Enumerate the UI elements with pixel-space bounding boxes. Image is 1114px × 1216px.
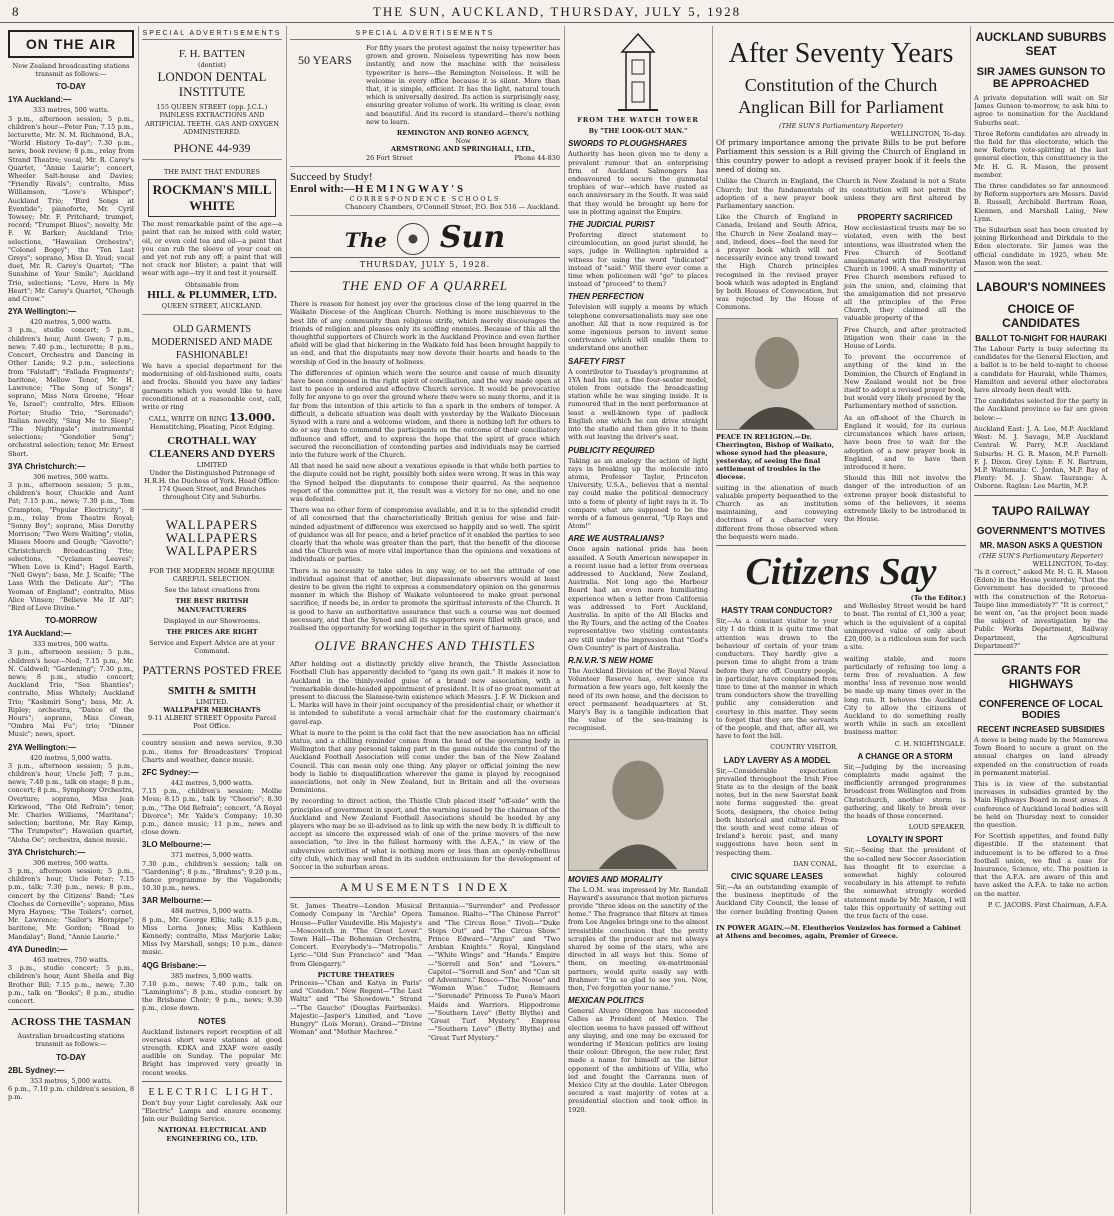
masthead [0,0,1114,23]
venizelos-caption: IN POWER AGAIN.—M. Eleutherios Venizelos has formed a Cabinet at Athens and becomes, again, Premier of Greece. [716,924,962,941]
wallpaper-ad [142,514,282,736]
letter-signature: LOUD SPEAKER. [908,823,966,832]
conference-headline: CONFERENCE OF LOCAL BODIES [979,698,1103,721]
smith-address: 9-11 ALBERT STREET Opposite Parcel Post Office. [147,713,277,731]
subheading: MEXICAN POLITICS [568,996,645,1006]
garments-ad [142,319,282,510]
station-band: 463 metres, 750 watts. [32,955,110,964]
news-paragraph: The candidates selected for the party in the Auckland province so far are given below:— [974,397,1108,422]
watch-tower-byline: By "THE LOOK-OUT MAN." [588,127,688,136]
editorial-column [290,30,560,1210]
garments-call: CALL, WRITE OR RING 13.000. [148,411,276,425]
issue-date: THURSDAY, JULY 5, 1928. [290,257,560,272]
subsidies-headline: RECENT INCREASED SUBSIDIES [977,724,1105,734]
wallpapers-line: WALLPAPERS [165,529,259,545]
masthead-title: THE SUN, AUCKLAND, THURSDAY, JULY 5, 1928 [372,4,742,19]
station-band: 333 metres, 500 watts. [32,640,110,649]
subheading: R.N.V.R.'S NEW HOME [568,655,654,665]
wall-display: Displayed in our Showrooms. [163,616,261,625]
watch-tower-title: FROM THE WATCH TOWER [577,116,699,124]
article-paragraph: As an off-shoot of the Church in England it would, for its curious circumstances which have arisen, have been free to wait for the adoption of a new prayer book in England, and to have then introduced it here. [844,413,966,471]
column-rule [712,26,713,1214]
watch-paragraph: Preferring direct statement to circumlocution, an good jurist should, he says, judge in Wellington upbraided a witness for using the word "indicated" instead of "said." Will there ever come a time when policemen will "go" to places instead of "proceed" to them? [568,231,708,289]
station-band: 420 metres, 5,000 watts. [29,318,113,327]
dateline: WELLINGTON, To-day. [890,130,966,139]
watch-tower-icon [608,32,668,114]
bishop-photo [716,318,838,430]
letters-body [716,602,966,920]
crothall-name: CROTHALL WAY CLEANERS AND DYERS [149,434,275,460]
station-heading: 2BL Sydney:— [8,1065,65,1075]
lead-paragraph: Of primary importance among the private Bills to be put before Parliament this session is a Bill giving the Church of England in this country power to adopt a revised prayer book if it feels the need of doing so. [716,138,966,175]
wall-text: FOR THE MODERN HOME REQUIRE CAREFUL SELECTION. [149,566,275,583]
reporter-credit: (THE SUN'S Parliamentary Reporter) [979,551,1103,560]
letter-signature: COUNTRY VISITOR. [770,743,838,752]
station-programme: 3 p.m., studio concert; 5 p.m., children's hour, Aunt Gwen; 7 p.m., news; 7.40 p.m., lecturette; 8 p.m., Concert, Orchestra and Dancing in Other Lands; 9.2 p.m., selections from "Falstaff"; "Fallada Fragments"; baritone, Mellow Tenor, Mr. H. Lawrence; "The Song of Songs"; soprano, Miss Nora Greene, "Hear Ye, Israel"; contralto, Mrs. Ellison Porter; Studio Trio, "Serenade"; Italian novelty, "Sing Me to Sleep"; "The Nightingale"; instrumental selections; "Gondolier Song"; orchestral selection; tenor, Mr. Ernest Short. [8,326,134,458]
hill-address: QUEEN STREET, AUCKLAND. [161,301,263,310]
smith-merchants: WALLPAPER MERCHANTS [163,705,261,714]
subheading: SWORDS TO PLOUGHSHARES [568,139,687,149]
station-band: 306 metres, 500 watts. [32,472,110,481]
station-heading: 3YA Christchurch:— [8,847,86,857]
article-paragraph: Unlike the Church in England, the Church in New Zealand is not a State Church; but the fundamentals of its constitution will not permit the adoption of a new prayer book unless they are first altered by Parliamentary sanction. [716,177,966,211]
news-paragraph: The Suburban seat has been created by joining Birkenhead and Dirkdale to the Eden electorate. Sir James was the official candidate in 1925, when Mr. Mason won the seat. [974,226,1108,267]
station-band: 420 metres, 5,000 watts. [29,753,113,762]
watch-paragraph: A contributor to Tuesday's programme at 1YA had his car, a fine four-seater model, stolen from outside the broadcasting station while he was singing inside. It is rumoured that in the next performance at least a well-known type of padlock English one which he can drive straight into the studio and then give it to them with out leaving the driver's seat. [568,367,708,442]
watch-paragraph: Authority has been given me to deny a prevalent rumour that an enterprising firm of Auckland Salmongers has endeavoured to secure the gunmetal trophies of war—which have rusted as each anniversary in the South. It was said that they would be brought up here for use in plotting against the Empire. [568,150,708,216]
station-programme: 3 p.m., afternoon session; 5 p.m., children's hour—Peter Pan; 7.15 p.m., lecturette, Mr. N. M. Richmond, B.A., "World History To-day"; 7.30 p.m., news, book review; 8 p.m., relay from Strand Theatre; vocal, Mr. R. Carey's Quartet, "Annie Laurie"; concert, Wheeler Salt-house and Davies; "Friendly Rivals"; contralto, Miss Williamson, "Love's Whisper"; Auckland Trio; "Bird Songs at Eventide"; pianoforte, Mr. Cyril Towsey; Mr. F. Pritchard; trumpet, record; "Trumpet Blues"; novelty, Mr. F. W. Barker; Auckland Trio; selections, "Hawaiian Orchestra"; "Colonel Bogey"; the "Ten Last Greys"; soprano, Miss D. Youd; vocal duet, Mr. R. Carey's Quartet; "The Sunshine of Your Smile"; Auckland Trio, selections; "Love, Here is My Heart"; Mr. Carey's Quartet, "Chough and Crow." [8,114,134,304]
wall-makers: THE BEST BRITISH MANUFACTURERS [175,597,249,614]
subheading: SAFETY FIRST [568,356,625,366]
dental-ad [142,44,282,160]
news-paragraph: "Is it correct," asked Mr. H. G. R. Mason (Eden) in the House yesterday, "that the Government has decided to proceed with the construction of the Rotorua-Taupo line immediately?" "It is correct," he went on, "as the project been made the subject of investigation by the Public Works Department, Railway Department, the Agricultural Department?" [974,567,1108,650]
station-heading: 4QG Brisbane:— [142,960,207,970]
gunson-subheadline: SIR JAMES GUNSON TO BE APPROACHED [976,66,1106,90]
advertisements-column [142,30,282,1210]
dental-address: 155 QUEEN STREET (opp. J.C.L.) PAINLESS EXTRACTIONS AND ARTIFICIAL TEETH. GAS AND OXYGEN ADMINISTERED. [145,103,279,136]
news-paragraph: The three candidates so far announced by Reform supporters are Messrs. David B. Russell, Archibald Bertram Roan, Kiennen, and Marshall Laing, New Lynn. [974,182,1108,223]
smith-name: SMITH & SMITH [167,684,256,697]
amusements-left: St. James Theatre—London Musical Comedy Company in "Archie" Opera House—Fuller Vaudeville. His Majesty's—Moscovitch in "The Great Lover." Town Hall—The Bohemian Orchestra, Concert. Everybody's—"Metropolis." Lyric—"Old Sun Francisco" and "Man from Glengarry." [290,902,422,968]
crothall-sub: LIMITED [196,460,228,469]
station-band: 306 metres, 500 watts. [32,858,110,867]
station-band: 333 metres, 500 watts. [32,106,110,115]
news-paragraph: A move is being made by the Manurewa Town Board to secure a grant on the annual charges on land already expended on the construction of roads in permanent material. [974,735,1108,777]
mason-headline: MR. MASON ASKS A QUESTION [979,540,1103,550]
watch-paragraph: The Auckland Division of the Royal Naval Volunteer Reserve has, ever since its formation a few years ago, felt keenly the need of its own home, and the decision to erect permanent headquarters at St. Mary's Bay is a tangible indication that the value of the sea-training is recognised. [568,666,708,733]
letter-text: Sir,—Judging by the increasing complaints made against the inefficiently arranged programmes broadcast from Wellington and from Christchurch, another storm is gathering, and likely to break over the heads of those concerned. [844,762,966,820]
special-ads-heading: SPECIAL ADVERTISEMENTS [290,30,560,40]
subheading: PUBLICITY REQUIRED [568,445,655,455]
station-programme: 7.15 p.m., children's session; Mollie Moss; 8.15 p.m., talk by "Cheerio"; 8.30 p.m., "The Old Refrain"; concert, "A Royal Divorce"; Mr. Yalde's Company; 10.30 p.m., dance music; 11 p.m., news and close down. [142,787,282,837]
garments-text: We have a special department for the modernising of old-fashioned suits, coats and frocks. Should you have any ladies' garments which you would like to have reconditioned at a reasonable cost, call, write or ring [142,362,282,412]
editorial-paragraph: All that need be said now about a vexatious episode is that while both parties to the dispute could not be right, possibly both sides were wrong. It was in this way the Synod helped the disputants to compose their quarrel. As the sequence report of the committee put it, the result was a victory for no one, and no one was defeated. [290,462,560,503]
article-body [716,213,966,541]
station-programme: 3 p.m., afternoon session; 5 p.m., children's hour, Chuckle and Aunt Pat; 7.15 p.m., news; 7.30 p.m., Tom Crampton, "Popular Electricity"; 8 p.m., relay from Theatre Royal; "Sonny Boy"; soprano, Miss Dorothy Morrison; "Two Were Waiting"; violin, Misses Moore and Gough; "Gavotte"; Christchurch Broadcasting Trio; selections, "Cyclamen Leaves"; "When Love is Kind"; Hagel Earth, "Nell Gwyn"; bass, Mr. J. Scaife; "The Lass With the Delicate Air"; "The Yeoman of England"; contralto, Miss Alice Vinsen; "Believe Me If All"; "Bird of Love Divine." [8,480,134,612]
station-heading: 2FC Sydney:— [142,767,199,777]
dental-phone: PHONE 44-939 [173,141,251,156]
station-heading: 2YA Wellington:— [8,742,77,752]
station-programme: 3 p.m., studio concert; 5 p.m., children's hour, Aunt Sheila and Big Brother Bill; 7.15 p.m., news; 7.30 p.m., talk on "Books"; 8 p.m., studio concert. [8,964,134,1005]
dental-institute: LONDON DENTAL INSTITUTE [157,69,267,100]
station-heading: 4YA Dunedin:— [8,944,68,954]
garments-heading: OLD GARMENTS MODERNISED AND MADE FASHIONABLE! [151,324,273,362]
station-heading: 2YA Wellington:— [8,307,77,317]
ballot-headline: BALLOT TO-NIGHT FOR HAURAKI [975,334,1107,344]
subheading: ARE WE AUSTRALIANS? [568,534,665,544]
amusements-index [290,902,560,1044]
column-rule [138,26,139,1214]
hemingway-ad [290,167,560,216]
bishop-caption: PEACE IN RELIGION.—Dr. Cherrington, Bishop of Waikato, whose synod had the pleasure, yesterday, of seeing the final settlement of troubles in the diocese. [716,432,834,481]
letter-heading: LADY LAVERY AS A MODEL [723,755,831,765]
station-band: 442 metres, 5,000 watts. [170,778,254,787]
wall-service: Service and Expert Advice are at your Command. [149,639,275,656]
dentist-name: F. H. BATTEN [178,48,246,60]
letter-signature: C. H. NIGHTINGALE. [894,739,966,748]
watch-tower-illustration [608,32,668,114]
watch-tower-column [568,30,708,1210]
labour-headline: LABOUR'S NOMINEES [976,280,1106,295]
editorial-paragraph: There is no necessity to take sides in any way, or to set the attitude of one individual against that of another, but dispassionate observers would at least desire to be given the right to express a commendatory opinion on the generous manner in which the Bishop of Waikato volunteered to make great personal sacrifice, if needs be, in order to promote the spiritual interests of the Church. It is good to have an authoritative assurance that such a course was not deemed necessary, and that the Synod and all its supporters were filled with grace, and realised the opportunity for working together in the spirit of harmony. [290,566,560,632]
rockman-title: ROCKMAN'S MILL WHITE [148,179,276,217]
amusements-pictures: Princess—"Chan and Katya in Paris" and "Condon." New Regent—"The Last Waltz" and "The Showdown." Strand—"The Gaucho" (Douglas Fairbanks). Majestic—Jasper's Limited, and "Love Hungry" (Lois Moran). Grand—"Divine Woman" and "Mother Machree." [290,979,422,1037]
olive-paragraph: By recording to direct action, the Thistle Club placed itself "off-side" with the principles of government in sport, and the warning issued by the chairman of the Auckland and New Zealand Football Associations should be heeded by any players who may be so ill-advised as to link up with the new body. It is difficult to accept as sincere the expressed wish of one of the prime movers of the new association, "to live in the fullest harmony with the A.F.A.," in view of the subversive activities of what is nothing more or less than an openly-rebellious city club, which may well find in its sudden enthusiasm for the development of Soccer in the suburban areas. [290,797,560,872]
column-rule [286,26,287,1214]
citizens-say-heading: Citizens Say [745,551,937,594]
to-the-editor: (To the Editor.) [910,594,966,603]
hemstitch-line: Hemstitching, Pleating, Picot Edging. [149,423,275,432]
main-subheadline: Constitution of the Church [744,75,938,95]
newspaper-nameplate: The Sun [344,220,506,256]
letter-text: Sir,—Seeing that the president of the so-called new Soccer Association has thought fit to exercise a somewhat highly coloured vocabulary in his attempt to refute the somewhat strongly worded statement made by Mr. Mason, I will take this opportunity of setting out the true facts of the case. [844,846,966,920]
subheading: THEN PERFECTION [568,292,644,302]
remington-now: Now [455,137,471,146]
main-news-column [716,30,966,1210]
wallpapers-line: WALLPAPERS [165,542,259,558]
editorial-paragraph: There was no other form of compromise available, and it is to the splendid credit of all concerned that the characteristically British genius for wise and fair-minded adjustment of difference was exercised so happily and so well. The spirit of guidance was all for peace, and a brief practice of it enabled the parties to see clearly that the whole was greater than the part, that the benefit of the diocese and the Church was of more vital importance than the opinions and vexations of individuals or parties. [290,506,560,564]
candidates-list: Auckland East: J. A. Lee, M.P. Auckland West: M. J. Savage, M.P. Auckland Central: W. Parry, M.P. Auckland Suburbs: H. G. R. Mason, M.P. Parnell: F. J. Dixon. Grey Lynn: F. N. Bartram, M.P. Waitemata: C. Jordan, M.P. Bay of Plenty: M. J. Shaw. Tauranga: A. Osborne. Raglan: Lee Martin, M.P. [974,424,1108,491]
letter-heading: CIVIC SQUARE LEASES [730,871,823,881]
special-ads-heading: SPECIAL ADVERTISEMENTS [142,30,282,40]
station-band: 385 metres, 5,000 watts. [170,971,254,980]
editorial-paragraph: The differences of opinion which were the source and cause of much disunity have been composed in the right spirit of conciliation, and the way made open at last to peace in ordered and effective Church service. It would be provocative folly for anyone to go over the ground where there were so many thorns, and it is far from the intention of this article to fan a spark in the embers of temper. A difficult, a delicate situation was dealt with yesterday by the Waikato Diocesan Synod with a rare and a welcome wisdom, and there is nothing left for others to do or say than to commend the participants on the outcome of their conciliatory influence and effort, and to express the hope that the spirit of grace which secured the reconciliation of contending parties and individuals may be carried into the future work of the Church. [290,368,560,459]
station-heading: 3LO Melbourne:— [142,840,211,850]
succeed-line: Succeed by Study! [290,170,373,183]
station-heading: 1YA Auckland:— [8,95,72,105]
main-subheadline: Anglican Bill for Parliament [738,97,944,117]
letter-heading: HASTY TRAM CONDUCTOR? [721,606,833,616]
notes-heading: NOTES [198,1016,226,1026]
wall-prices: THE PRICES ARE RIGHT [166,627,258,636]
picture-theatres-heading: PICTURE THEATRES [317,970,395,979]
electric-heading: ELECTRIC LIGHT. [148,1086,276,1098]
letter-heading: LOYALTY IN SPORT [867,835,943,845]
across-tasman-heading: ACROSS THE TASMAN [11,1016,131,1029]
wallpapers-line: WALLPAPERS [165,516,259,532]
broadcast-intro: New Zealand broadcasting stations transmit as follows:— [12,62,130,79]
subheading: PROPERTY SACRIFICED [857,213,953,223]
typewriter-text: For fifty years the protest against the noisy typewriter has grown and grown. Noiseless typewriting has now been instantly, and now the machine with the noiseless typewriter is here—the Remington Noiseless. It will be welcome in every office because it is silent. More than that, it is simple, efficient. It has the light, natural touch which is universally desired. Its action is surprisingly easy, ensuring greater volume of work. Its writing is clear, even and beautiful. And its record is standard—there's nothing new to learn. [366,44,560,126]
article-paragraph: suiting in the alienation of much valuable property bequeathed to the Church as an institution maintaining, and conveying doctrines of a character very different from those observed when the bequests were made. [716,483,838,541]
article-paragraph: To prevent the occurrence of anything of the kind in the Dominion, the Church of England in New Zealand would not be free itself to adopt a revised prayer book, but would very likely proceed by the Parliamentary method of sanction. [844,353,966,411]
news-paragraph: This is in view of the substantial increases in subsidies granted by the Main Highways Board in most areas. A conference of Auckland local bodies will be held on Thursday next to consider the question. [974,779,1108,829]
tasman-intro: Australian broadcasting stations transmit as follows:— [17,1032,125,1049]
station-programme: 3 p.m., afternoon session; 5 p.m., children's hour, Uncle Jeff; 7 p.m., news; 7.40 p.m., talk on stage; 8 p.m., concert; 8 p.m., Symphony Orchestra, Overture; soprano, Miss Jean Kirkwood, "The Old Refrain"; tenor, Mr. Charles Williams, "Maritana"; selection; baritone, Mr. Ray Kemp, "The Trumpeter"; Hawaiian quartet, "Aloha Oe"; orchestra, dance music. [8,761,134,844]
column-rule [970,26,971,1214]
article-paragraph: Should this Bill not involve the danger of the introduction of an extreme prayer book distasteful to some of the believers, it seems extremely likely to be introduced in the House. [844,474,966,524]
paint-ad [142,164,282,315]
portrait-icon [717,319,837,429]
taupo-headline: TAUPO RAILWAY [991,503,1090,518]
letter-signature: P. C. JACOBS. First Chairman, A.F.A. [987,900,1108,909]
station-band: 371 metres, 5,000 watts. [170,851,254,860]
venizelos-photo [568,739,708,871]
enrol-sub: CORRESPONDENCE SCHOOLS [349,194,501,203]
suburbs-headline: AUCKLAND SUBURBS SEAT [975,30,1107,58]
electric-company: NATIONAL ELECTRICAL AND ENGINEERING CO., LTD. [157,1126,267,1143]
tomorrow-heading: TO-MORROW [45,616,97,626]
station-heading: 1YA Auckland:— [8,629,72,639]
armstrong-line: ARMSTRONG AND SPRINGHALL, LTD., [390,145,536,154]
station-band: 353 metres, 5,000 watts. [29,1076,113,1085]
letter-text: waiting stable, and more particularly of refusing too long a term free of revaluation. A few months' loss of revenue now would be made up many times over in the long run. It behoves the Auckland City to allow the citizens of Auckland to do something really worth while in such an excellent business matter. [844,654,966,737]
subheading: MOVIES AND MORALITY [568,874,663,884]
right-news-column [974,30,1108,1210]
letter-text: Sir,—As a constant visitor to your city I do think it is quite time that attention was drawn to the behaviour of certain of your tram conductors. They hardly give a person time to alight from a tram before they are off. Country people, in particular, have complained from time to time at the manner in which tram conductors show the travelling public any consideration and courtesy in this matter. They seem to forget that they are the servants of the people, and that, after all, we have to foot the bill. [716,617,838,741]
watch-paragraph: General Alvaro Obregon has succeeded Calles as President of Mexico. The election seems to have passed off without any slaying, and one may be excused for wondering if Mexican politics are losing their colour. Obregon, the new ruler, first made a name for himself as the bitter opponent of the ambitions of Villa, who led and fought the Carranza men of Mexico City at the double. Later Obregon secured a vast majority of votes at a presidential election and took office in 1920. [568,1007,708,1114]
editorial-paragraph: There is reason for honest joy over the gracious close of the long quarrel in the Waikato Diocese of the Anglican Church. Nothing is more mischievous to the best life of any community than religious strife, which merely discourages the friends of religion and pleases only its scoffing enemies. Because of this all the thoughtful supporters of Church work in the Auckland Province and even farther afield will be glad that bickering in the Waikato fold has been brought happily to an end, and that the disputants may now devote their hearts and heads to the worship of God in the beauty of holiness. [290,300,560,366]
main-headline: After Seventy Years [728,38,954,69]
on-the-air-column [8,30,134,1210]
station-programme: 8 p.m., Mr. George Ellis; talk; 8.15 p.m., Miss Lorna Jones; Miss Kathleen Kennedy; contralto, Miss Marjorie Lake; Miss Ivy Marshall, songs; 10 p.m., dance music. [142,915,282,957]
news-paragraph: The Labour Party is busy selecting its candidates for the General Election, and a ballot is to be held to-night to choose a candidate for Hauraki, while Thames, Hamilton and several other electorates have already been dealt with. [974,345,1108,395]
station-programme: 6 p.m., 7.10 p.m. children's session, 8 p.m. [8,1084,134,1101]
wall-see: See the latest creations from [164,586,260,595]
station-programme: 3 p.m., afternoon session; 5 p.m., children's hour, Uncle Peter; 7.15 p.m., talk; 7.30 p.m., news; 8 p.m., concert by the Citizens' Band; "Les Cloches de Corneville"; soprano, Miss Myra Haynes; "The Toilers"; cornet, Mr. Lawrence; "Sailor's Hornpipe"; baritone, Mr. Gordon; "Road to Mandalay"; Band, "Annie Laurie." [8,867,134,941]
remington-line: REMINGTON AND RONEO AGENCY, [396,129,530,138]
today-heading: TO-DAY [56,82,86,92]
paint-heading: THE PAINT THAT ENDURES [164,168,260,177]
news-paragraph: A private deputation will wait on Sir James Gunson to-morrow, to ask him to agree to nomination for the Auckland Suburbs seat. [974,94,1108,127]
tasman-today: TO-DAY [56,1052,86,1062]
news-paragraph: Three Reform candidates are already in the field for this electorate, which the new Reform vote-splitting at the last general election, this constituency is the Mr. H. G. R. Mason, the present member. [974,129,1108,179]
station-programme: 7.30 p.m., children's session; talk on "Gardening"; 8 p.m., "Brahms"; 9.20 p.m., dance programme by the Vagabonds; 10.30 p.m., news. [142,859,282,893]
electric-text: Don't buy your Light carelessly. Ask our "Electric" Lamps and ensure economy. Join our Building Service. [142,1098,282,1124]
letter-text: Sir,—Considerable expectation prevailed throughout the Irish Free State as to the design of the bank notes, but in the new Saorstat bank note forms suggested the great Scots, designers, the choice being both historical and cultural. From the south and west come ideas of Ireland's heroic past, and many suggestions have been sent in respecting them. [716,766,838,857]
watch-paragraph: The L.O.M. was impressed by Mr. Randall Hayward's assurance that motion pictures provide "three ideas on the sanctity of the home." The fragrance that filters at times from Los Angeles brings one to the almost irresistible conclusion that the pretty scruples of the producer are not always shared by some of the stars, who are directed in all ways but this. Some of them, on meeting ex-matrimonial partners, would quite easily say with Brahmer: "I'm so glad to see you. Now, then, I've forgotten your name." [568,885,708,993]
article-paragraph: Free Church, and after protracted litigation won their case in the House of Lords. [844,325,966,351]
reporter-credit: (THE SUN'S Parliamentary Reporter) [779,122,903,130]
station-heading: 3AR Melbourne:— [142,896,212,906]
portrait-icon [569,740,707,870]
choice-headline: CHOICE OF CANDIDATES [1002,302,1080,331]
amusements-heading: AMUSEMENTS INDEX [290,877,560,898]
article-paragraph: Like the Church of England in Canada, Ireland and South Africa, the Church in New Zealand may—and, indeed, does—feel the need for a prayer book which will not necessarily evince any trend toward the High Church principles recognised in the revised prayer book which was adopted in England by both Houses of Convocation, but was rejected by the House of Commons. [716,213,838,312]
olive-paragraph: After holding out a distinctly prickly olive branch, the Thistle Association Football Club has apparently decided to "gang its own gait." It makes it now to Auckland in the thinly-veiled guise of a brand new association, with a "remarkable double-headed appointment of president. It is of no great moment at present to discuss the Slamese-twin existence which Messrs. J. F. W. Dickson and L. Marks will have in their joint occupancy of the presidential chair, or whether it is intended to substitute a vocal armchair chat for the customary chairman's gavel-rap. [290,660,560,726]
notes-text: Auckland listeners report reception of all overseas short wave stations at good strength. KDKA and 2XAF were easily audible on Sunday. The popular Mr. Bright has improved very greatly in recent weeks. [142,1027,282,1077]
enrol-address: Chancery Chambers, O'Connell Street, P.O. Box 516 — Auckland. [345,203,560,212]
station-band: 484 metres, 5,000 watts. [170,907,254,916]
typewriter-ad [290,44,560,167]
station-programme: country session and news service, 9.30 p.m., items for Broadcasters' Tropical Charts and weather, dance music. [142,739,282,764]
station-programme: 3 p.m., afternoon session; 5 p.m., children's hour—Nod; 7.15 p.m., Mr. N. Caldwell; "Gardening"; 7.30 p.m., news; 8 p.m., studio concert; Auckland Trio, "Sea Shanties"; contralto, Miss Whitely; Auckland Trio; "Kashmiri Song"; bass, Mr. A. Ripley; orchestra, "Dance of the Hours"; soprano, Miss Cowan, "Ombra Mai Fu"; trio; "Dinner Music"; news, sport. [8,648,134,739]
letter-signature: DAN CONAL. [793,859,838,868]
armstrong-contact: 26 Fort Street Phone 44-830 [366,153,560,162]
dentist-sub: (dentist) [198,61,226,69]
crothall-text: Under the Distinguished Patronage of H.R.H. the Duchess of York. Head Office: 174 Queen Street, and Branches throughout City and Suburbs. [144,468,280,502]
paint-text: The most remarkable paint of the age—a paint that can be mixed with cold water, oil, or even cold tea and oil—a paint that you can rub the sleeve of your coat on and yet not rub any off; a paint that will not crack nor blister; a paint that will wear with age—try it and test it yourself. [142,220,282,278]
years-ad: 50 YEARS [298,53,352,67]
column-rule [564,26,565,1214]
smith-sub: LIMITED. [195,697,229,706]
page-number: 8 [12,4,21,19]
watch-paragraph: Taking as an analogy the action of light rays in breaking up the molecule into atoms, Professor Taylor, Princeton University, U.S.A., believes that a mental ray could make the political democracy into a form of plenty of light rays in it. To compare what are supposed to be the words of a famous general, "Up Rays and Atom!" [568,456,708,531]
station-programme: 7.10 p.m., news; 7.40 p.m., talk on "Lamingtons"; 8 p.m., studio concert by the Brisbane Choir; 9 p.m., news; 9.30 p.m., close down. [142,979,282,1013]
letter-heading: A CHANGE OR A STORM [857,751,953,761]
paint-obtain: Obtainable from [185,280,239,289]
on-the-air-title: ON THE AIR [8,30,134,58]
hill-plummer: HILL & PLUMMER, LTD. [147,288,277,301]
motives-headline: GOVERNMENT'S MOTIVES [976,525,1106,537]
watch-paragraph: Television will supply a means by which telephone conversationalists may see one another. All that is now required is for some ingenious person to invent some contrivance which will enable them to understand one another. [568,303,708,353]
patterns-line: PATTERNS POSTED FREE [142,662,282,677]
letter-text: Sir,—As an outstanding example of the business ineptitude of the Auckland City Council, the lease of the corner building fronting Queen and Wellesley Street would be hard to beat. The rental of £1,300 a year, which is the equivalent of a capital unimproved value of only about £20,000, is a ridiculous sum for such a site. [716,602,966,916]
highways-headline: GRANTS FOR HIGHWAYS [1001,662,1081,691]
olive-paragraph: What is more to the point is the cold fact that the new association has no official status, and a chilling reminder comes from the head of the governing body in Wellington that any personal taking part in the game outside the control of the Auckland Football Association will come under the ban of the New Zealand Council. This can mean only one thing. Any player or official joining the new body is liable to disqualification wherever the game is played by recognised associations, not only in New Zealand, but in Britain and all the overseas Dominions. [290,728,560,795]
olive-headline: OLIVE BRANCHES AND THISTLES [314,638,536,654]
subheading: THE JUDICIAL PURIST [568,220,655,230]
dateline: WELLINGTON, To-day. [1032,559,1108,568]
sun-emblem-icon [397,223,429,255]
amusements-right: Britannia—"Surrender" and Professor Tamanoe. Rialto—"The Chinese Parrot" and "The Circus Rose." Tivoli—"Duke Steps Out" and "The Circus Show." Prince Edward—"Argus" and "Two Arabian Knights." Royal, Kingsland—"White Wings" and "Hands." Empire—"Sorrell and Son" and "Lovers." Capitol—"Sorrell and Son" and "Can sit of Adventure." Rosco—"The Noose" and "Woman Wise." Tudor, Remuera—"Serenade" Princess Te Puea's Maori Maids and Warriors. Hippodrome—"Southern Love" (Betty Blythe) and "Great Turf Mystery." Empress—"Southern Love" (Betty Blythe) and "Great Turf Mystery." [428,902,560,1042]
editorial-headline: THE END OF A QUARREL [341,278,509,294]
station-heading: 3YA Christchurch:— [8,461,86,471]
news-paragraph: For Scottish appetites, and found fully digestible. If the statement that inducement is to be offered to a free football union, we find a case for Insurance, Science, etc. The position is that the A.F.A. are aware of this and have asked the A.F.A. to take no action on the matter. [974,832,1108,898]
enrol-line: Enrol with:—H E M I N G W A Y ' S [290,182,464,195]
article-paragraph: How ecclesiastical trusts may be so violated, even with the best intentions, was illustrated when the Free Church of Scotland amalgamated with the Presbyterian Church in 1900. A small minority of Free Church members refused to join the union, and, claiming that the amalgamation did not preserve all the principles of the Free Church, they claimed all the valuable property of the [844,224,966,323]
watch-paragraph: Once again national pride has been assailed. A South American newspaper in a recent issue had a letter from overseas addressed to Auckland, New Zealand, Australia. Not long ago the Harbour Board had an even more humiliating experience when a letter from California was addressed to Fort Auckland, Australia. In spite of the All Blacks and the Ry Tours, and the acting of the Coates representative two visiting contestants are still under the impression that "God's Own Country" is part of Australia. [568,545,708,652]
